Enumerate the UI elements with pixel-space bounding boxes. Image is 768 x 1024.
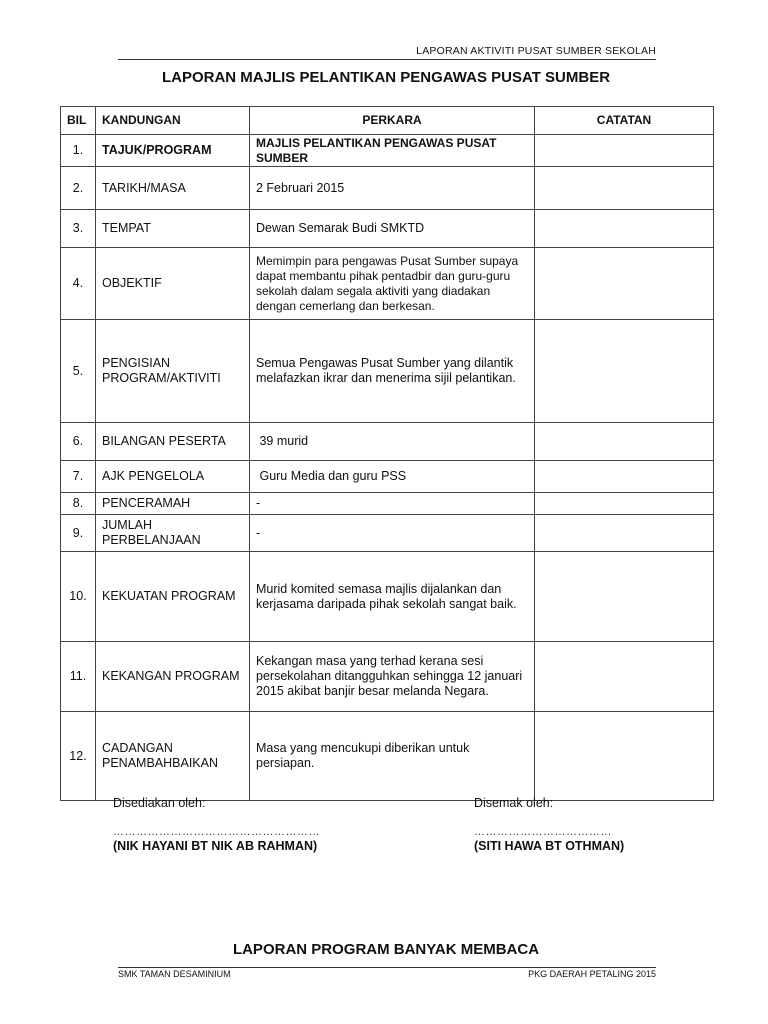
row-perkara: Murid komited semasa majlis dijalankan dan kerjasama daripada pihak sekolah sangat baik. (250, 552, 535, 642)
row-catatan (535, 167, 714, 210)
table-row (61, 461, 714, 493)
row-kandungan: TARIKH/MASA (96, 167, 250, 210)
column-header-perkara: PERKARA (250, 107, 535, 135)
row-kandungan: AJK PENGELOLA (96, 461, 250, 493)
row-perkara: - (250, 515, 535, 552)
header-divider (118, 59, 656, 60)
row-number: 7. (61, 461, 96, 493)
row-perkara: Masa yang mencukupi diberikan untuk persiapan. (250, 712, 535, 801)
row-number: 1. (61, 135, 96, 167)
table-row (61, 642, 714, 712)
row-perkara: Dewan Semarak Budi SMKTD (250, 210, 535, 248)
table-row (61, 552, 714, 642)
row-number: 9. (61, 515, 96, 552)
row-catatan (535, 515, 714, 552)
row-number: 5. (61, 320, 96, 423)
table-row (61, 493, 714, 515)
row-number: 3. (61, 210, 96, 248)
running-header: LAPORAN AKTIVITI PUSAT SUMBER SEKOLAH (416, 45, 656, 57)
row-perkara: 39 murid (250, 423, 535, 461)
row-catatan (535, 461, 714, 493)
row-number: 12. (61, 712, 96, 801)
next-section-title: LAPORAN PROGRAM BANYAK MEMBACA (232, 941, 540, 958)
footer-district: PKG DAERAH PETALING 2015 (528, 969, 656, 979)
row-catatan (535, 712, 714, 801)
footer-school-name: SMK TAMAN DESAMINIUM (118, 969, 231, 979)
row-kandungan: BILANGAN PESERTA (96, 423, 250, 461)
checked-by-signature-line: ……………………………… (474, 826, 612, 838)
table-row (61, 515, 714, 552)
row-catatan (535, 493, 714, 515)
checked-by-label: Disemak oleh: (474, 796, 554, 810)
report-table (60, 106, 714, 801)
row-kandungan: KEKANGAN PROGRAM (96, 642, 250, 712)
row-kandungan: KEKUATAN PROGRAM (96, 552, 250, 642)
row-number: 6. (61, 423, 96, 461)
row-kandungan: CADANGAN PENAMBAHBAIKAN (96, 712, 250, 801)
row-perkara: Guru Media dan guru PSS (250, 461, 535, 493)
table-row (61, 320, 714, 423)
row-catatan (535, 552, 714, 642)
row-catatan (535, 210, 714, 248)
row-catatan (535, 320, 714, 423)
row-kandungan: PENGISIAN PROGRAM/AKTIVITI (96, 320, 250, 423)
row-catatan (535, 248, 714, 320)
prepared-by-label: Disediakan oleh: (113, 796, 206, 810)
row-number: 10. (61, 552, 96, 642)
column-header-kandungan: KANDUNGAN (96, 107, 250, 135)
row-perkara: 2 Februari 2015 (250, 167, 535, 210)
table-row (61, 167, 714, 210)
row-kandungan: OBJEKTIF (96, 248, 250, 320)
column-header-bil: BIL (61, 107, 96, 135)
row-catatan (535, 423, 714, 461)
column-header-catatan: CATATAN (535, 107, 714, 135)
table-row (61, 248, 714, 320)
table-row (61, 423, 714, 461)
row-kandungan: PENCERAMAH (96, 493, 250, 515)
row-perkara: Kekangan masa yang terhad kerana sesi persekolahan ditangguhkan sehingga 12 januari 2015 akibat banjir besar melanda Negara. (250, 642, 535, 712)
row-number: 11. (61, 642, 96, 712)
row-number: 8. (61, 493, 96, 515)
row-catatan (535, 135, 714, 167)
row-perkara: MAJLIS PELANTIKAN PENGAWAS PUSAT SUMBER (250, 135, 535, 167)
row-perkara: - (250, 493, 535, 515)
table-row (61, 135, 714, 167)
footer-divider (118, 967, 656, 968)
row-number: 2. (61, 167, 96, 210)
prepared-by-name: (NIK HAYANI BT NIK AB RAHMAN) (113, 839, 318, 853)
row-perkara: Semua Pengawas Pusat Sumber yang dilantik melafazkan ikrar dan menerima sijil pelantikan. (250, 320, 535, 423)
checked-by-name: (SITI HAWA BT OTHMAN) (474, 839, 625, 853)
table-row (61, 712, 714, 801)
table-row (61, 210, 714, 248)
row-perkara: Memimpin para pengawas Pusat Sumber supaya dapat membantu pihak pentadbir dan guru-guru sekolah dalam segala aktiviti yang diadakan dengan cemerlang dan berkesan. (250, 248, 535, 320)
row-kandungan: JUMLAH PERBELANJAAN (96, 515, 250, 552)
row-catatan (535, 642, 714, 712)
report-title: LAPORAN MAJLIS PELANTIKAN PENGAWAS PUSAT SUMBER (161, 69, 611, 86)
table-header-row (61, 107, 714, 135)
prepared-by-signature-line: ……………………………………………… (113, 826, 320, 838)
row-kandungan: TAJUK/PROGRAM (96, 135, 250, 167)
row-number: 4. (61, 248, 96, 320)
row-kandungan: TEMPAT (96, 210, 250, 248)
